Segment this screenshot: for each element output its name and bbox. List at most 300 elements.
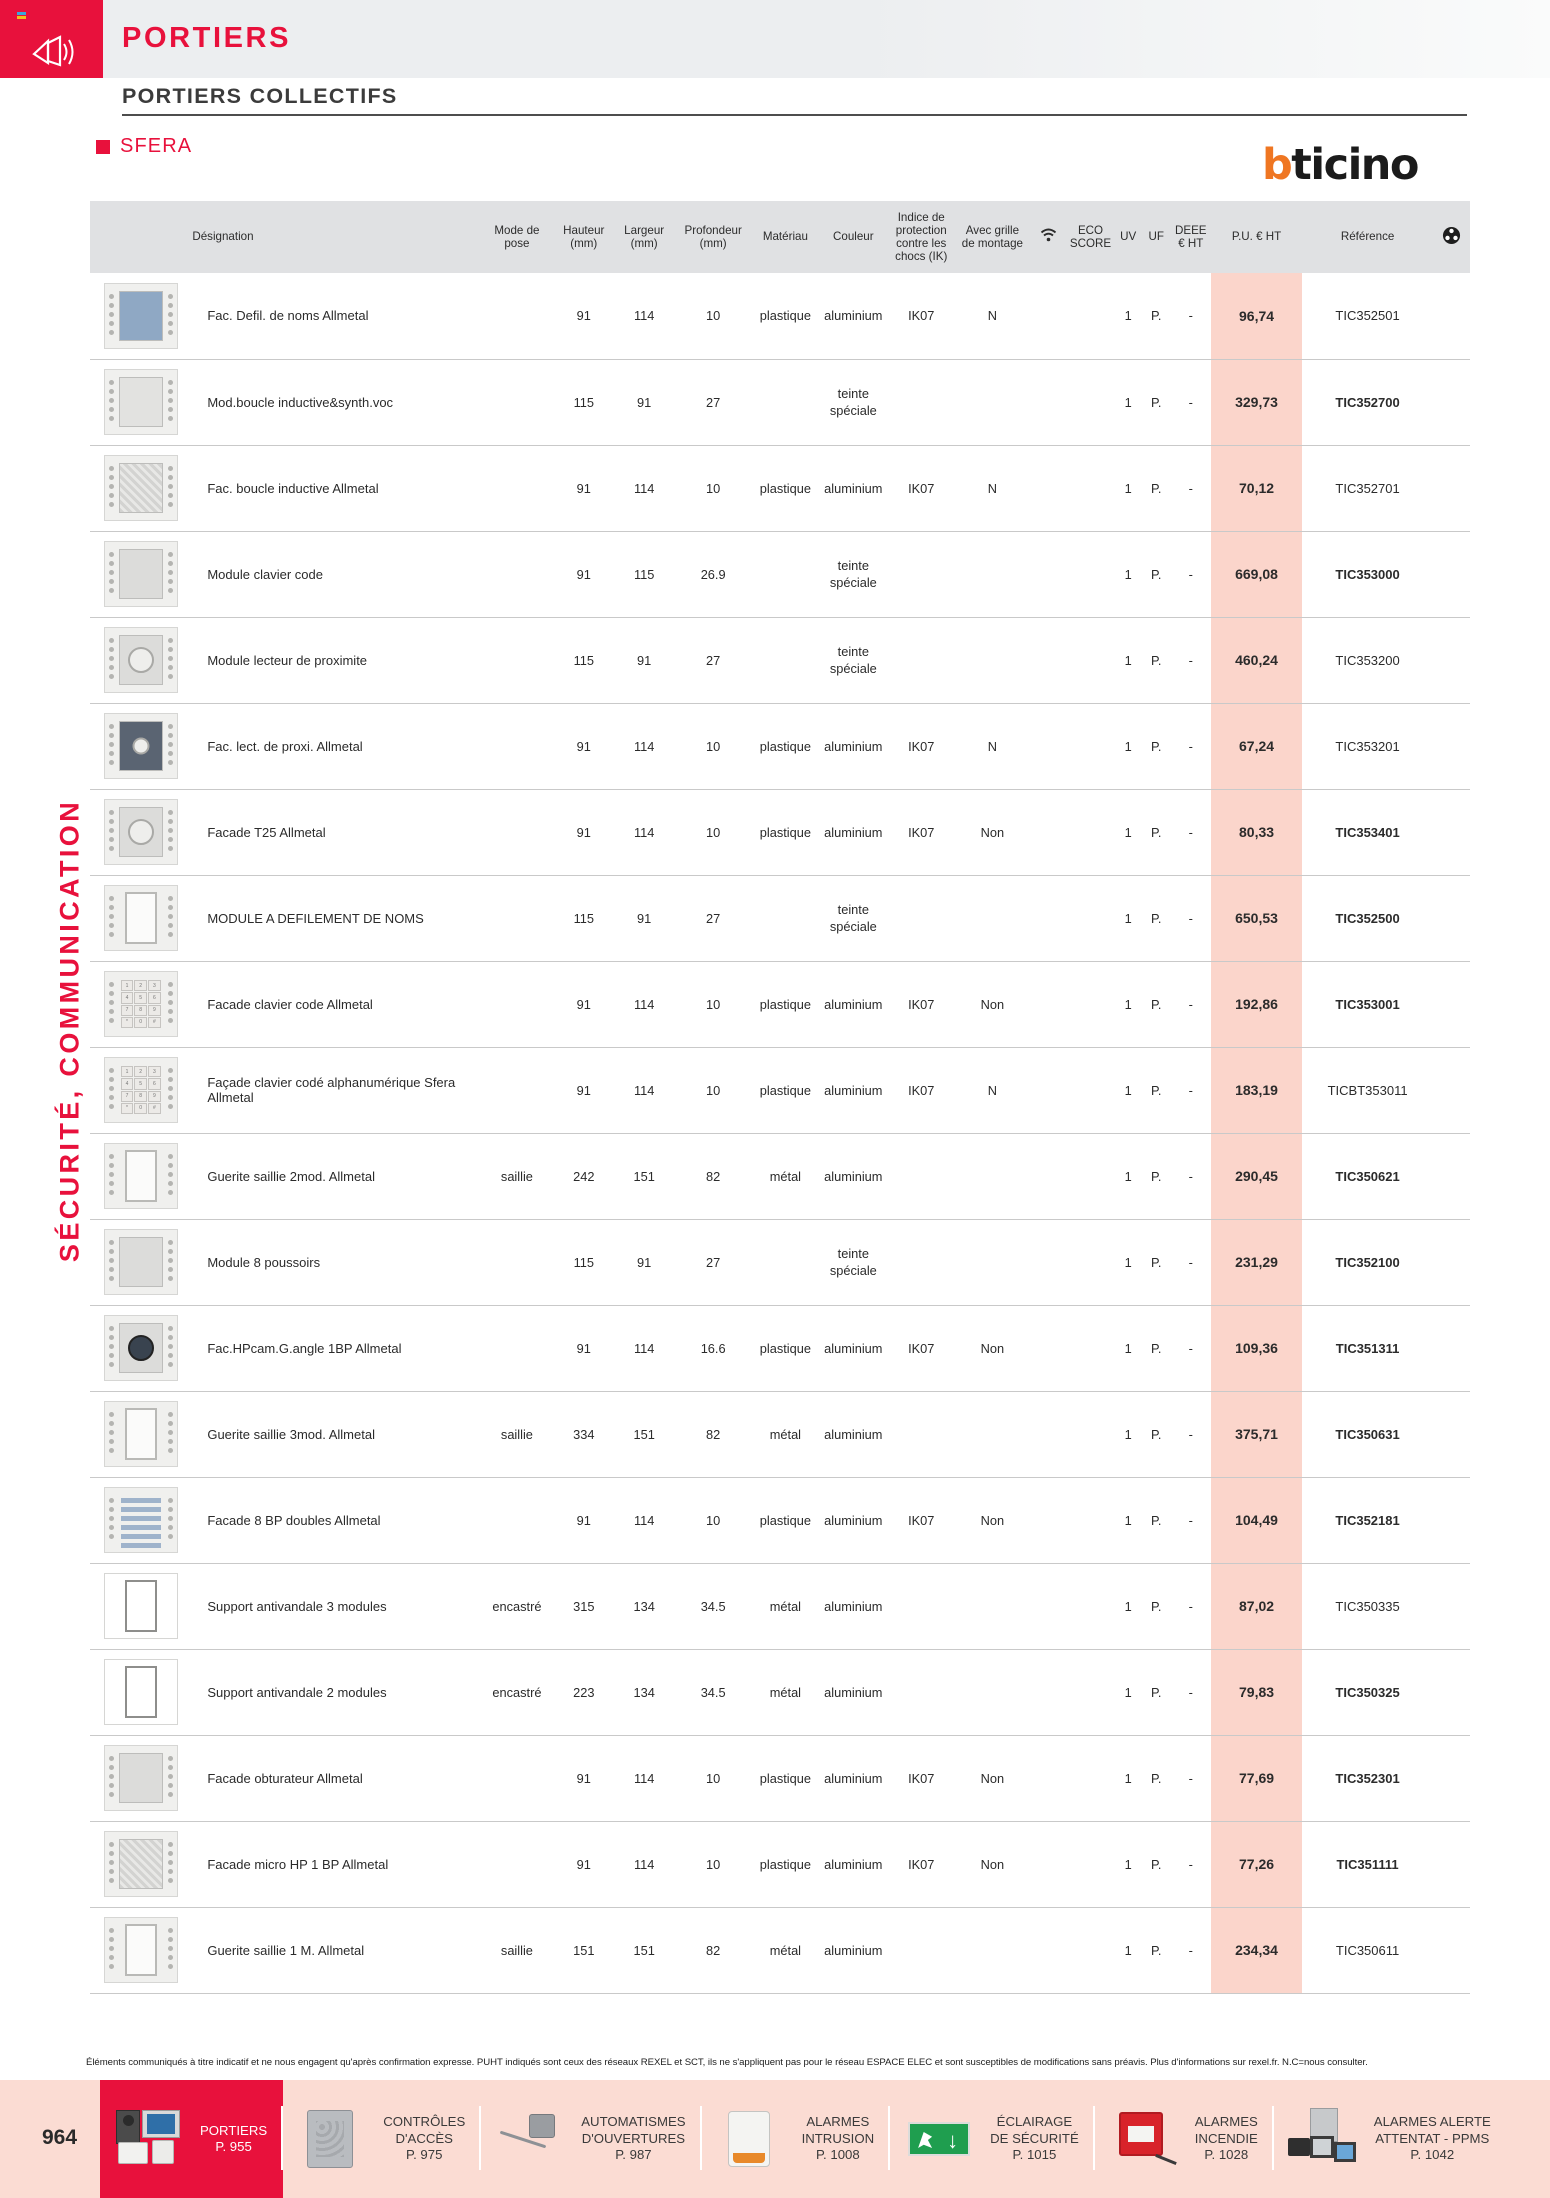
product-thumbnail [90, 789, 191, 875]
product-thumbnail [90, 531, 191, 617]
cell-recycle [1433, 445, 1470, 531]
cell-mode-de-pose [480, 703, 553, 789]
cell-eco-score [1067, 1219, 1114, 1305]
cell-couleur: teinte spéciale [819, 359, 888, 445]
col-reference: Référence [1302, 201, 1434, 273]
cell-hauteur: 91 [554, 1821, 614, 1907]
table-row[interactable] [90, 359, 1470, 445]
cell-couleur: aluminium [819, 703, 888, 789]
cell-recycle [1433, 1477, 1470, 1563]
cell-hauteur: 91 [554, 703, 614, 789]
cell-materiau: plastique [752, 961, 819, 1047]
cell-deee: - [1170, 1563, 1211, 1649]
cell-mode-de-pose [480, 445, 553, 531]
bottom-nav-item-portiers[interactable] [100, 2080, 283, 2198]
cell-couleur: aluminium [819, 1047, 888, 1133]
cell-pu-ht: 650,53 [1211, 875, 1302, 961]
table-row[interactable] [90, 1649, 1470, 1735]
cell-couleur: aluminium [819, 1649, 888, 1735]
bottom-nav-item-alarmes-alerte[interactable] [1274, 2080, 1507, 2198]
intercom-icon [30, 34, 74, 73]
cell-reference[interactable]: TIC352181 [1302, 1477, 1434, 1563]
col-indice-protection: Indice de protection contre les chocs (IK) [888, 201, 955, 273]
cell-largeur: 91 [614, 1219, 674, 1305]
cell-eco-score [1067, 789, 1114, 875]
cell-uf: P. [1142, 445, 1170, 531]
cell-profondeur: 27 [674, 875, 752, 961]
cell-largeur: 91 [614, 617, 674, 703]
cell-grille-montage: Non [955, 1305, 1030, 1391]
cell-designation: Guerite saillie 1 M. Allmetal [191, 1907, 480, 1993]
col-designation: Désignation [191, 201, 480, 273]
product-thumbnail [90, 1821, 191, 1907]
cell-couleur: aluminium [819, 1391, 888, 1477]
cell-profondeur: 10 [674, 703, 752, 789]
cell-reference[interactable]: TIC353201 [1302, 703, 1434, 789]
cell-recycle [1433, 1563, 1470, 1649]
cell-hauteur: 91 [554, 531, 614, 617]
cell-eco-score [1067, 445, 1114, 531]
cell-materiau [752, 1219, 819, 1305]
cell-grille-montage [955, 617, 1030, 703]
cell-designation: Fac.HPcam.G.angle 1BP Allmetal [191, 1305, 480, 1391]
cell-uf: P. [1142, 531, 1170, 617]
bottom-nav-item--clairage[interactable] [890, 2080, 1095, 2198]
table-row[interactable] [90, 703, 1470, 789]
cell-grille-montage: Non [955, 961, 1030, 1047]
cell-indice-protection: IK07 [888, 1047, 955, 1133]
table-row[interactable] [90, 1047, 1470, 1133]
page-subtitle: PORTIERS COLLECTIFS [122, 84, 398, 108]
cell-uf: P. [1142, 1391, 1170, 1477]
cell-uv: 1 [1114, 273, 1142, 359]
table-row[interactable] [90, 1735, 1470, 1821]
cell-designation: Mod.boucle inductive&synth.voc [191, 359, 480, 445]
cell-materiau: plastique [752, 273, 819, 359]
col-pu-ht: P.U. € HT [1211, 201, 1302, 273]
cell-wifi [1030, 531, 1067, 617]
cell-profondeur: 82 [674, 1133, 752, 1219]
cell-eco-score [1067, 1305, 1114, 1391]
table-row[interactable] [90, 1477, 1470, 1563]
cell-uf: P. [1142, 789, 1170, 875]
cell-mode-de-pose: saillie [480, 1391, 553, 1477]
table-row[interactable] [90, 789, 1470, 875]
cell-designation: Guerite saillie 3mod. Allmetal [191, 1391, 480, 1477]
cell-reference[interactable]: TIC351311 [1302, 1305, 1434, 1391]
cell-hauteur: 242 [554, 1133, 614, 1219]
cell-materiau: plastique [752, 1821, 819, 1907]
cell-pu-ht: 79,83 [1211, 1649, 1302, 1735]
cell-reference[interactable]: TIC352501 [1302, 273, 1434, 359]
cell-wifi [1030, 359, 1067, 445]
cell-indice-protection: IK07 [888, 273, 955, 359]
col-couleur: Couleur [819, 201, 888, 273]
cell-largeur: 114 [614, 445, 674, 531]
cell-designation: Module 8 poussoirs [191, 1219, 480, 1305]
cell-largeur: 114 [614, 1735, 674, 1821]
table-row[interactable] [90, 875, 1470, 961]
cell-mode-de-pose [480, 1821, 553, 1907]
col-mode-de-pose: Mode de pose [480, 201, 553, 273]
cell-recycle [1433, 1391, 1470, 1477]
cell-pu-ht: 669,08 [1211, 531, 1302, 617]
cell-designation: Facade clavier code Allmetal [191, 961, 480, 1047]
page-category-title: PORTIERS [122, 22, 292, 54]
cell-mode-de-pose [480, 531, 553, 617]
cell-pu-ht: 77,69 [1211, 1735, 1302, 1821]
cell-indice-protection: IK07 [888, 703, 955, 789]
cell-uv: 1 [1114, 1047, 1142, 1133]
cell-largeur: 114 [614, 703, 674, 789]
cell-grille-montage [955, 1391, 1030, 1477]
table-row[interactable] [90, 445, 1470, 531]
cell-uf: P. [1142, 617, 1170, 703]
cell-uv: 1 [1114, 1821, 1142, 1907]
cell-largeur: 151 [614, 1133, 674, 1219]
cell-mode-de-pose [480, 1735, 553, 1821]
col-hauteur: Hauteur (mm) [554, 201, 614, 273]
bottom-nav-item-contr-les[interactable] [283, 2080, 481, 2198]
product-thumbnail: 1 2 3 4 5 6 7 8 9 * 0 # [90, 1047, 191, 1133]
cell-deee: - [1170, 531, 1211, 617]
cell-eco-score [1067, 875, 1114, 961]
table-row[interactable] [90, 1821, 1470, 1907]
table-row[interactable] [90, 1219, 1470, 1305]
table-row[interactable] [90, 1305, 1470, 1391]
table-header [90, 201, 1470, 273]
table-body [90, 273, 1470, 1993]
cell-wifi [1030, 1219, 1067, 1305]
col-eco-score: ECO SCORE [1067, 201, 1114, 273]
cell-deee: - [1170, 1649, 1211, 1735]
product-thumbnail [90, 1133, 191, 1219]
bticino-logo [1262, 140, 1418, 190]
siren-icon [716, 2108, 786, 2170]
cell-pu-ht: 67,24 [1211, 703, 1302, 789]
cell-reference[interactable]: TIC353200 [1302, 617, 1434, 703]
cell-indice-protection: IK07 [888, 1735, 955, 1821]
cell-largeur: 114 [614, 1305, 674, 1391]
cell-reference[interactable]: TIC353401 [1302, 789, 1434, 875]
table-row[interactable] [90, 1563, 1470, 1649]
cell-grille-montage [955, 1563, 1030, 1649]
cell-materiau: métal [752, 1907, 819, 1993]
cell-uv: 1 [1114, 617, 1142, 703]
col-deee: DEEE € HT [1170, 201, 1211, 273]
cell-designation: Support antivandale 3 modules [191, 1563, 480, 1649]
badge-reader-icon [297, 2108, 367, 2170]
cell-profondeur: 10 [674, 445, 752, 531]
cell-largeur: 114 [614, 961, 674, 1047]
cell-designation: Module clavier code [191, 531, 480, 617]
cell-couleur: aluminium [819, 1735, 888, 1821]
section-vertical-label: SÉCURITÉ, COMMUNICATION [54, 798, 85, 1263]
cell-profondeur: 34.5 [674, 1649, 752, 1735]
cell-uf: P. [1142, 1907, 1170, 1993]
cell-reference[interactable]: TIC350335 [1302, 1563, 1434, 1649]
table-row[interactable] [90, 1391, 1470, 1477]
cell-uv: 1 [1114, 789, 1142, 875]
cell-reference[interactable]: TIC352700 [1302, 359, 1434, 445]
bottom-nav-item-alarmes[interactable] [1095, 2080, 1274, 2198]
cell-mode-de-pose [480, 1305, 553, 1391]
cell-wifi [1030, 1305, 1067, 1391]
cell-uf: P. [1142, 359, 1170, 445]
cell-grille-montage [955, 1907, 1030, 1993]
subtitle-divider [122, 114, 1467, 116]
fire-call-point-icon [1109, 2108, 1179, 2170]
menu-dots-icon [17, 12, 26, 28]
door-motor-icon [495, 2108, 565, 2170]
cell-wifi [1030, 961, 1067, 1047]
cell-eco-score [1067, 1907, 1114, 1993]
cell-designation: Facade 8 BP doubles Allmetal [191, 1477, 480, 1563]
cell-hauteur: 91 [554, 789, 614, 875]
cell-couleur: aluminium [819, 1477, 888, 1563]
cell-materiau: plastique [752, 1735, 819, 1821]
cell-mode-de-pose [480, 1477, 553, 1563]
cell-deee: - [1170, 617, 1211, 703]
cell-hauteur: 91 [554, 273, 614, 359]
cell-hauteur: 115 [554, 875, 614, 961]
cell-grille-montage: Non [955, 1477, 1030, 1563]
cell-recycle [1433, 617, 1470, 703]
cell-reference[interactable]: TIC350631 [1302, 1391, 1434, 1477]
cell-eco-score [1067, 273, 1114, 359]
cell-indice-protection [888, 1391, 955, 1477]
cell-hauteur: 223 [554, 1649, 614, 1735]
cell-materiau: plastique [752, 1305, 819, 1391]
cell-reference[interactable]: TIC353000 [1302, 531, 1434, 617]
cell-largeur: 151 [614, 1907, 674, 1993]
cell-deee: - [1170, 1133, 1211, 1219]
cell-deee: - [1170, 1735, 1211, 1821]
cell-largeur: 114 [614, 1821, 674, 1907]
product-thumbnail [90, 1563, 191, 1649]
cell-couleur: aluminium [819, 1133, 888, 1219]
cell-mode-de-pose [480, 1047, 553, 1133]
cell-uv: 1 [1114, 445, 1142, 531]
col-uf: UF [1142, 201, 1170, 273]
bottom-nav-items [100, 2080, 1507, 2198]
cell-pu-ht: 192,86 [1211, 961, 1302, 1047]
cell-grille-montage: N [955, 445, 1030, 531]
product-thumbnail [90, 1907, 191, 1993]
cell-grille-montage: N [955, 703, 1030, 789]
cell-reference[interactable]: TIC352500 [1302, 875, 1434, 961]
cell-profondeur: 10 [674, 1477, 752, 1563]
cell-designation: Fac. Defil. de noms Allmetal [191, 273, 480, 359]
cell-indice-protection [888, 875, 955, 961]
cell-eco-score [1067, 1047, 1114, 1133]
cell-hauteur: 91 [554, 445, 614, 531]
cell-couleur: aluminium [819, 1907, 888, 1993]
cell-reference[interactable]: TIC352701 [1302, 445, 1434, 531]
bottom-nav-label: PORTIERS P. 955 [200, 2122, 268, 2154]
cell-recycle [1433, 1305, 1470, 1391]
cell-grille-montage [955, 1133, 1030, 1219]
cell-reference[interactable]: TICBT353011 [1302, 1047, 1434, 1133]
cell-profondeur: 10 [674, 789, 752, 875]
cell-uv: 1 [1114, 1563, 1142, 1649]
cell-designation: Facade micro HP 1 BP Allmetal [191, 1821, 480, 1907]
cell-materiau: plastique [752, 703, 819, 789]
cell-eco-score [1067, 703, 1114, 789]
cell-pu-ht: 183,19 [1211, 1047, 1302, 1133]
cell-wifi [1030, 273, 1067, 359]
cell-reference[interactable]: TIC350325 [1302, 1649, 1434, 1735]
cell-profondeur: 10 [674, 273, 752, 359]
table-row[interactable] [90, 1133, 1470, 1219]
product-table [90, 201, 1470, 1994]
cell-reference[interactable]: TIC351111 [1302, 1821, 1434, 1907]
cell-recycle [1433, 1821, 1470, 1907]
cell-profondeur: 10 [674, 1821, 752, 1907]
cell-eco-score [1067, 617, 1114, 703]
cell-couleur: teinte spéciale [819, 531, 888, 617]
cell-recycle [1433, 359, 1470, 445]
cell-mode-de-pose [480, 359, 553, 445]
page-number: 964 [42, 2126, 78, 2149]
table-row[interactable] [90, 961, 1470, 1047]
cell-deee: - [1170, 1391, 1211, 1477]
cell-couleur: aluminium [819, 961, 888, 1047]
cell-reference[interactable]: TIC352301 [1302, 1735, 1434, 1821]
category-badge [0, 0, 103, 78]
cell-wifi [1030, 1047, 1067, 1133]
cell-pu-ht: 329,73 [1211, 359, 1302, 445]
cell-materiau: plastique [752, 1047, 819, 1133]
cell-grille-montage [955, 359, 1030, 445]
cell-hauteur: 91 [554, 1477, 614, 1563]
cell-uv: 1 [1114, 1907, 1142, 1993]
product-thumbnail [90, 1219, 191, 1305]
cell-profondeur: 27 [674, 359, 752, 445]
cell-largeur: 114 [614, 789, 674, 875]
cell-reference[interactable]: TIC350611 [1302, 1907, 1434, 1993]
cell-profondeur: 27 [674, 617, 752, 703]
cell-uf: P. [1142, 1047, 1170, 1133]
bottom-nav-label: ALARMES ALERTE ATTENTAT - PPMS P. 1042 [1373, 2114, 1491, 2163]
col-uv: UV [1114, 201, 1142, 273]
portier-icon [114, 2108, 184, 2170]
cell-couleur: aluminium [819, 445, 888, 531]
cell-recycle [1433, 961, 1470, 1047]
cell-mode-de-pose: encastré [480, 1563, 553, 1649]
cell-wifi [1030, 1563, 1067, 1649]
cell-pu-ht: 96,74 [1211, 273, 1302, 359]
cell-indice-protection: IK07 [888, 1821, 955, 1907]
cell-hauteur: 91 [554, 1305, 614, 1391]
cell-largeur: 91 [614, 359, 674, 445]
cell-mode-de-pose: saillie [480, 1133, 553, 1219]
cell-deee: - [1170, 273, 1211, 359]
cell-uv: 1 [1114, 875, 1142, 961]
cell-materiau [752, 359, 819, 445]
bottom-nav-item-automatismes[interactable] [481, 2080, 701, 2198]
product-family [96, 135, 192, 158]
cell-recycle [1433, 1219, 1470, 1305]
product-thumbnail [90, 1735, 191, 1821]
cell-profondeur: 10 [674, 1735, 752, 1821]
cell-reference[interactable]: TIC353001 [1302, 961, 1434, 1047]
bottom-nav-label: ALARMES INTRUSION P. 1008 [801, 2114, 875, 2163]
cell-deee: - [1170, 1305, 1211, 1391]
cell-hauteur: 151 [554, 1907, 614, 1993]
col-recycle [1433, 201, 1470, 273]
table-row[interactable] [90, 273, 1470, 359]
cell-designation: Support antivandale 2 modules [191, 1649, 480, 1735]
cell-deee: - [1170, 445, 1211, 531]
cell-pu-ht: 104,49 [1211, 1477, 1302, 1563]
cell-profondeur: 82 [674, 1391, 752, 1477]
cell-wifi [1030, 789, 1067, 875]
cell-recycle [1433, 1735, 1470, 1821]
cell-deee: - [1170, 359, 1211, 445]
cell-recycle [1433, 273, 1470, 359]
table-row[interactable] [90, 1907, 1470, 1993]
recycle-icon [1442, 226, 1461, 248]
cell-grille-montage [955, 875, 1030, 961]
cell-hauteur: 115 [554, 617, 614, 703]
col-grille-montage: Avec grille de montage [955, 201, 1030, 273]
cell-recycle [1433, 789, 1470, 875]
cell-designation: Facade obturateur Allmetal [191, 1735, 480, 1821]
cell-mode-de-pose: encastré [480, 1649, 553, 1735]
table-row[interactable] [90, 617, 1470, 703]
cell-recycle [1433, 875, 1470, 961]
cell-profondeur: 82 [674, 1907, 752, 1993]
cell-couleur: aluminium [819, 1821, 888, 1907]
cell-eco-score [1067, 1563, 1114, 1649]
cell-materiau [752, 531, 819, 617]
cell-mode-de-pose [480, 1219, 553, 1305]
cell-uf: P. [1142, 1219, 1170, 1305]
col-image [90, 201, 191, 273]
cell-materiau [752, 875, 819, 961]
cell-profondeur: 27 [674, 1219, 752, 1305]
cell-reference[interactable]: TIC352100 [1302, 1219, 1434, 1305]
cell-indice-protection [888, 617, 955, 703]
cell-uv: 1 [1114, 531, 1142, 617]
bottom-navigation [0, 2080, 1550, 2198]
cell-pu-ht: 375,71 [1211, 1391, 1302, 1477]
cell-hauteur: 91 [554, 1047, 614, 1133]
cell-mode-de-pose: saillie [480, 1907, 553, 1993]
cell-hauteur: 115 [554, 1219, 614, 1305]
cell-uv: 1 [1114, 1391, 1142, 1477]
cell-reference[interactable]: TIC350621 [1302, 1133, 1434, 1219]
cell-pu-ht: 70,12 [1211, 445, 1302, 531]
cell-pu-ht: 87,02 [1211, 1563, 1302, 1649]
cell-largeur: 134 [614, 1563, 674, 1649]
bottom-nav-item-alarmes[interactable] [702, 2080, 891, 2198]
bottom-nav-label: AUTOMATISMES D'OUVERTURES P. 987 [581, 2114, 686, 2163]
cell-grille-montage [955, 531, 1030, 617]
product-thumbnail [90, 1305, 191, 1391]
table-row[interactable] [90, 531, 1470, 617]
cell-deee: - [1170, 703, 1211, 789]
cell-grille-montage: N [955, 273, 1030, 359]
cell-grille-montage: Non [955, 1735, 1030, 1821]
col-wifi [1030, 201, 1067, 273]
cell-wifi [1030, 617, 1067, 703]
cell-uf: P. [1142, 1649, 1170, 1735]
cell-eco-score [1067, 359, 1114, 445]
cell-deee: - [1170, 1907, 1211, 1993]
cell-deee: - [1170, 875, 1211, 961]
